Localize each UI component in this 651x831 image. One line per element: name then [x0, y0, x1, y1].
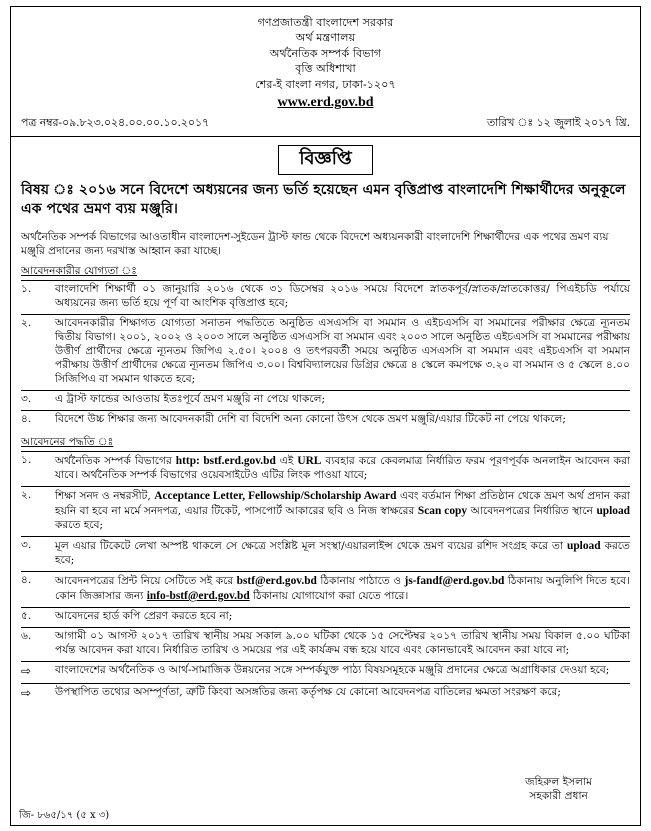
- address: শের-ই বাংলা নগর, ঢাকা-১২০৭: [255, 77, 396, 91]
- eligibility-item: ৪. বিদেশে উচ্চ শিক্ষার জন্য আবেদনকারী দেশি বা বিদেশি অন্য কোনো উৎস থেকে ভ্রমণ মঞ্জুরি/এয়ার টিকেট না পেয়ে থাকলে;: [21, 410, 630, 430]
- eligibility-title: আবেদনকারীর যোগ্যতা ঃ: [21, 265, 137, 278]
- subject-line: বিষয় ঃ ২০১৬ সনে বিদেশে অধ্যয়নের জন্য ভর্তি হয়েছেন এমন বৃত্তিপ্রাপ্ত বাংলাদেশি শিক্ষার্থীদের অনুকূলে এক পথের ভ্রমণ ব্যয় মঞ্জুরি।: [21, 181, 626, 217]
- eligibility-section: [21, 265, 630, 430]
- memo-number: পত্র নম্বর-০৯.৮২৩.০২৪.০০.০০.১০.২০১৭: [21, 115, 209, 129]
- procedure-item: ৪. আবেদনপত্রের প্রিন্ট নিয়ে সেটিতে সই করে bstf@erd.gov.bd ঠিকানায় পাঠাতে ও js-fandf@erd.gov.bd ঠিকানায় অনুলিপি দিতে হবে। কোন জিজ্ঞাসার জন্য info-bstf@erd.gov.bd ঠিকানায় যোগাযোগ করা যেতে পারে।: [21, 571, 630, 607]
- notice-title: বিজ্ঞপ্তি: [278, 145, 372, 175]
- email-bstf[interactable]: bstf@erd.gov.bd: [236, 574, 317, 587]
- application-url[interactable]: http: bstf.erd.gov.bd: [175, 454, 276, 467]
- wing-name: বৃত্তি অধিশাখা: [295, 62, 356, 76]
- procedure-item: ১. অর্থনৈতিক সম্পর্ক বিভাগের http: bstf.erd.gov.bd এই URL ব্যবহার করে কেবলমাত্র নির্ধারিত ফরম পূরণপূর্বক অনলাইন আবেদন করা যাবে। অর্থনৈতিক সম্পর্ক বিভাগের ওয়েবসাইটেও এটির লিংক পাওয়া যাবে;: [21, 451, 630, 486]
- intro-paragraph: অর্থনৈতিক সম্পর্ক বিভাগের আওতাধীন বাংলাদেশ-সুইডেন ট্রাস্ট ফান্ড থেকে বিদেশে অধ্যয়নকারী বাংলাদেশি শিক্ষার্থীদের এক পথের ভ্রমণ ব্যয় মঞ্জুরি প্রদানের জন্য দরখাস্ত আহ্বান করা যাচ্ছে।: [21, 231, 609, 258]
- arrow-icon: ⇨: [21, 663, 32, 678]
- procedure-title: আবেদনের পদ্ধতি ঃ: [21, 435, 114, 448]
- signature-block: [525, 775, 592, 804]
- email-info[interactable]: info-bstf@erd.gov.bd: [146, 589, 250, 602]
- notice-page: [10, 6, 641, 826]
- procedure-item: ৩. মূল এয়ার টিকেটে লেখা অস্পষ্ট থাকলে সে ক্ষেত্রে সংশ্লিষ্ট মূল সংস্থা/এয়ারলাইন্স থেকে ভ্রমণ ব্যয়ের রশিদ সংগ্রহ করে তা upload করতে হবে;: [21, 536, 630, 571]
- print-code: জি- ৮৬৫/১৭ (৫ x ৩): [19, 810, 110, 821]
- procedure-item: ৫. আবেদনের হার্ড কপি প্রেরণ করতে হবে না;: [21, 607, 630, 627]
- issue-date: তারিখ ঃ ১২ জুলাই ২০১৭ খ্রি.: [486, 115, 630, 129]
- procedure-item: ২. শিক্ষা সনদ ও নম্বরসীট, Acceptance Letter, Fellowship/Scholarship Award এবং বর্তমান শিক্ষা প্রতিষ্ঠান থেকে ভ্রমণ অর্থ প্রদান করা হয়নি বা হবে না মর্মে সনদপত্র, এয়ার টিকেট, পাসপোর্ট আকারের ছবি ও নিজ স্বাক্ষরের Scan copy আবেদনপত্রের নির্ধারিত স্থানে upload করতে হবে;: [21, 486, 630, 536]
- signatory-designation: সহকারী প্রধান: [529, 790, 588, 803]
- govt-name: গণপ্রজাতন্ত্রী বাংলাদেশ সরকার: [257, 16, 394, 29]
- eligibility-item: ৩. এ ট্রাস্ট ফান্ডের আওতায় ইতঃপূর্বে ভ্রমণ মঞ্জুরি না পেয়ে থাকলে;: [21, 390, 630, 410]
- arrow-icon: ⇨: [21, 685, 32, 700]
- ministry-name: অর্থ মন্ত্রণালয়: [295, 31, 356, 45]
- procedure-section: [21, 436, 630, 705]
- division-name: অর্থনৈতিক সম্পর্ক বিভাগ: [269, 46, 382, 60]
- reference-row: [11, 116, 640, 130]
- letterhead: [11, 15, 640, 113]
- eligibility-item: ১. বাংলাদেশি শিক্ষার্থী ০১ জানুয়ারি ২০১৬ থেকে ৩১ ডিসেম্বর ২০১৬ সময়ে বিদেশে স্নাতকপূর্ব/স্নাতক/স্নাতকোত্তর/ পিএইচডি পর্যায়ে অধ্যয়নের জন্য ভর্তি হয়ে পূর্ণ বা আংশিক বৃত্তিপ্রাপ্ত হবে;: [21, 280, 630, 314]
- procedure-item: ৬. আগামী ০১ আগস্ট ২০১৭ তারিখ স্থানীয় সময় সকাল ৯.০০ ঘটিকা থেকে ১৫ সেপ্টেম্বর ২০১৭ তারিখ স্থানীয় সময় বিকাল ৫.০০ ঘটিকা পর্যন্ত আবেদন করা যাবে। নির্ধারিত তারিখ ও সময়ের পর এই কার্যক্রম বন্ধ হয়ে যাবে এবং কোনভাবেই আবেদন করা যাবে না;: [21, 627, 630, 661]
- email-js-fandf[interactable]: js-fandf@erd.gov.bd: [404, 574, 505, 587]
- website-link[interactable]: www.erd.gov.bd: [277, 95, 374, 111]
- note-item: ⇨ উপস্থাপিত তথ্যের অসম্পূর্ণতা, ত্রুটি কিংবা অসঙ্গতির জন্য কর্তৃপক্ষ যে কোনো আবেদনপত্র বাতিলের ক্ষমতা সংরক্ষণ করে;: [21, 683, 630, 705]
- signatory-name: জহিরুল ইসলাম: [525, 776, 592, 788]
- note-item: ⇨ বাংলাদেশের অর্থনৈতিক ও আর্থ-সামাজিক উন্নয়নের সঙ্গে সম্পর্কযুক্ত পাঠ্য বিষয়সমূহকে মঞ্জুরি প্রদানের ক্ষেত্রে অগ্রাধিকার দেওয়া হবে;: [21, 661, 630, 683]
- divider: [11, 136, 640, 137]
- eligibility-item: ২. আবেদনকারীর শিক্ষাগত যোগ্যতা সনাতন পদ্ধতিতে অনুষ্ঠিত এসএসসি বা সমমান ও এইচএসসি বা সমমানের পরীক্ষার ক্ষেত্রে ন্যূনতম দ্বিতীয় বিভাগ। ২০০১, ২০০২ ও ২০০৩ সালে অনুষ্ঠিত এসএসসি বা সমমান এবং ২০০৩ সালে অনুষ্ঠিত এইচএসসি বা সমমানের পরীক্ষায় উত্তীর্ণ প্রার্থীদের ক্ষেত্রে ন্যূনতম জিপিএ ২.৫০। ২০০৪ ও তৎপরবর্তী সময়ে অনুষ্ঠিত এসএসসি বা সমমান এবং এইচএসসি বা সমমান পরীক্ষায় উত্তীর্ণ প্রার্থীদের ক্ষেত্রে ন্যূনতম জিপিএ ৩.০০। বিশ্ববিদ্যালয়ের ডিগ্রির ক্ষেত্রে ৪ স্কেলে কমপক্ষে ৩.২০ বা সমমান ও ৫ স্কেলে ৪.০০ সিজিপিএ বা সমমান থাকতে হবে;: [21, 314, 630, 390]
